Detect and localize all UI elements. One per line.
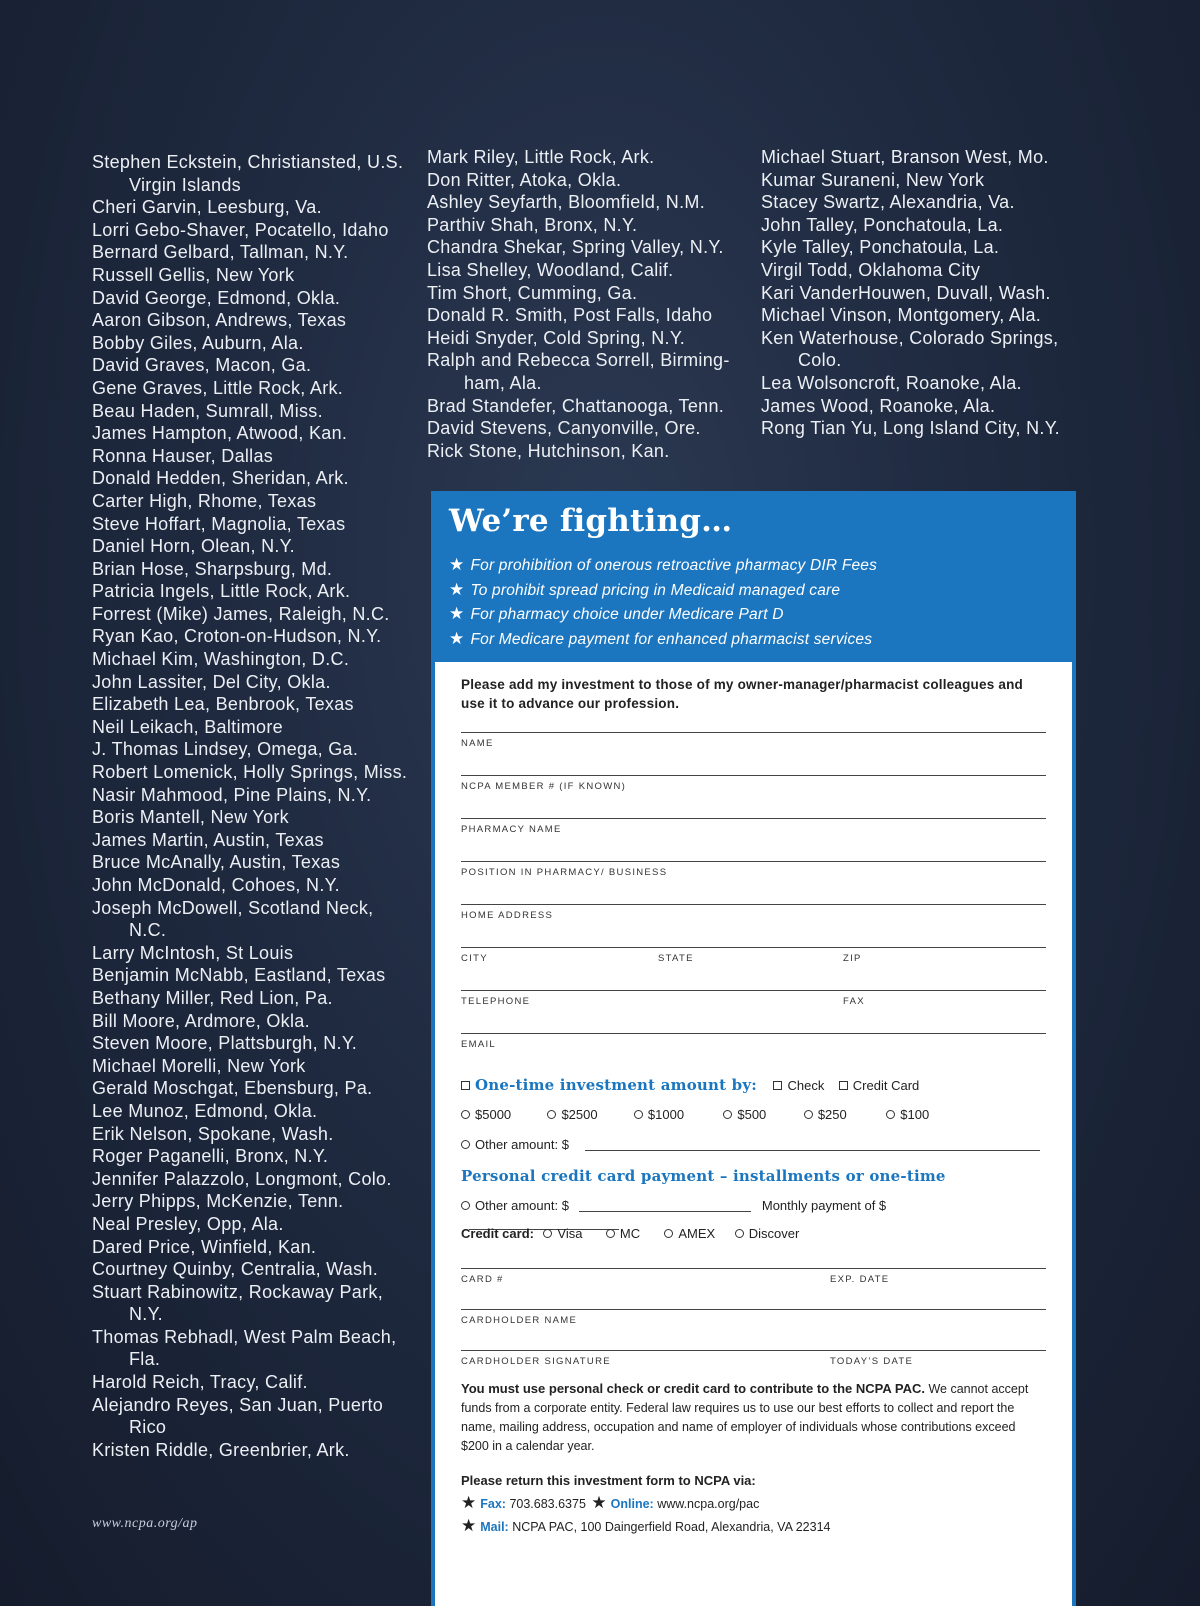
card-type-option[interactable]: Discover bbox=[735, 1226, 800, 1241]
donor-name: James Hampton, Atwood, Kan. bbox=[92, 423, 348, 444]
field-label: HOME ADDRESS bbox=[461, 910, 554, 921]
donor-name: Steve Hoffart, Magnolia, Texas bbox=[92, 513, 346, 534]
donor-name: Forrest (Mike) James, Raleigh, N.C. bbox=[92, 603, 390, 624]
fight-item: ★ To prohibit spread pricing in Medicaid managed care bbox=[449, 579, 841, 599]
amount-option[interactable]: $5000 bbox=[461, 1107, 543, 1122]
donor-name: Neal Presley, Opp, Ala. bbox=[92, 1213, 284, 1234]
amount-option[interactable]: $250 bbox=[804, 1107, 882, 1122]
fight-item: ★ For prohibition of onerous retroactive pharmacy DIR Fees bbox=[449, 555, 878, 574]
donor-name: John Lassiter, Del City, Okla. bbox=[92, 671, 331, 692]
star-icon: ★ bbox=[449, 555, 465, 574]
one-time-heading: One-time investment amount by: bbox=[475, 1076, 758, 1094]
donor-name: Erik Nelson, Spokane, Wash. bbox=[92, 1123, 334, 1144]
amount-option[interactable]: $500 bbox=[723, 1107, 799, 1122]
amount-option[interactable]: $100 bbox=[886, 1107, 929, 1122]
donor-name: Harold Reich, Tracy, Calif. bbox=[92, 1372, 308, 1393]
personal-heading: Personal credit card payment – installments or one-time bbox=[461, 1167, 946, 1185]
donor-name: Ralph and Rebecca Sorrell, Birming-ham, Ala. bbox=[427, 350, 730, 393]
fight-item: ★ For Medicare payment for enhanced pharmacist services bbox=[449, 628, 873, 648]
footer-url: www.ncpa.org/ap bbox=[92, 1516, 198, 1531]
donor-name: Lea Wolsoncroft, Roanoke, Ala. bbox=[761, 372, 1022, 393]
donor-name: Ashley Seyfarth, Bloomfield, N.M. bbox=[427, 192, 706, 213]
donor-name: Kristen Riddle, Greenbrier, Ark. bbox=[92, 1439, 350, 1460]
star-icon: ★ bbox=[591, 1493, 607, 1512]
donor-name: Larry McIntosh, St Louis bbox=[92, 942, 294, 963]
donor-name: Mark Riley, Little Rock, Ark. bbox=[427, 147, 655, 167]
star-icon: ★ bbox=[449, 628, 465, 648]
donor-name: Rong Tian Yu, Long Island City, N.Y. bbox=[761, 418, 1060, 439]
fax-online-line: ★ Fax: 703.683.6375 ★ Online: www.ncpa.org/pac bbox=[461, 1493, 760, 1512]
donor-name: Boris Mantell, New York bbox=[92, 807, 289, 828]
credit-card-label: Credit card: bbox=[461, 1226, 534, 1241]
return-heading: Please return this investment form to NCPA via: bbox=[461, 1473, 756, 1488]
card-number-label: CARD # bbox=[461, 1274, 504, 1285]
position-field[interactable] bbox=[461, 861, 1046, 904]
check-option[interactable]: Check bbox=[773, 1078, 824, 1093]
amount-options bbox=[461, 1106, 1046, 1124]
donor-name: Rick Stone, Hutchinson, Kan. bbox=[427, 440, 670, 461]
city-label: CITY bbox=[461, 953, 488, 964]
field-label: POSITION IN PHARMACY/ BUSINESS bbox=[461, 867, 668, 878]
donor-name: Bobby Giles, Auburn, Ala. bbox=[92, 332, 304, 353]
field-label: CARDHOLDER NAME bbox=[461, 1315, 578, 1326]
exp-date-label: EXP. DATE bbox=[830, 1274, 890, 1285]
credit-card-option[interactable]: Credit Card bbox=[839, 1078, 919, 1093]
donor-name: Thomas Rebhadl, West Palm Beach, Fla. bbox=[92, 1326, 397, 1370]
donor-name: Carter High, Rhome, Texas bbox=[92, 490, 317, 511]
field-label: NAME bbox=[461, 738, 494, 749]
donor-name: Michael Stuart, Branson West, Mo. bbox=[761, 147, 1049, 167]
cardholder-signature-field[interactable] bbox=[461, 1350, 1046, 1378]
donor-name: Lorri Gebo-Shaver, Pocatello, Idaho bbox=[92, 219, 389, 240]
card-number-field[interactable] bbox=[461, 1268, 1046, 1309]
donor-name: David Graves, Macon, Ga. bbox=[92, 355, 312, 376]
donor-name: Steven Moore, Plattsburgh, N.Y. bbox=[92, 1033, 358, 1054]
donor-name: Stephen Eckstein, Christiansted, U.S. Virgin Islands bbox=[92, 152, 404, 195]
card-type-option[interactable]: AMEX bbox=[664, 1226, 730, 1241]
signature-label: CARDHOLDER SIGNATURE bbox=[461, 1356, 611, 1367]
donor-name: Ronna Hauser, Dallas bbox=[92, 445, 274, 466]
donor-column-3 bbox=[761, 146, 1091, 440]
cardholder-name-field[interactable] bbox=[461, 1309, 1046, 1350]
donor-name: Lee Munoz, Edmond, Okla. bbox=[92, 1100, 318, 1121]
donor-name: Kari VanderHouwen, Duvall, Wash. bbox=[761, 282, 1051, 303]
donor-name: Virgil Todd, Oklahoma City bbox=[761, 259, 981, 280]
mail-line: ★ Mail: NCPA PAC, 100 Daingerfield Road, Alexandria, VA 22314 bbox=[461, 1516, 831, 1535]
fax-label: FAX bbox=[843, 996, 865, 1007]
other-amount-row bbox=[461, 1136, 1046, 1154]
donor-name: James Wood, Roanoke, Ala. bbox=[761, 395, 996, 416]
donor-name: Benjamin McNabb, Eastland, Texas bbox=[92, 965, 386, 986]
name-field[interactable] bbox=[461, 732, 1046, 775]
donor-name: Stuart Rabinowitz, Rockaway Park, N.Y. bbox=[92, 1281, 384, 1325]
home-address-field[interactable] bbox=[461, 904, 1046, 947]
donor-name: Kyle Talley, Ponchatoula, La. bbox=[761, 237, 1000, 258]
investment-form bbox=[435, 662, 1072, 1606]
telephone-label: TELEPHONE bbox=[461, 996, 531, 1007]
donor-name: Joseph McDowell, Scotland Neck, N.C. bbox=[92, 897, 374, 941]
donor-name: Brad Standefer, Chattanooga, Tenn. bbox=[427, 395, 725, 416]
donor-name: Kumar Suraneni, New York bbox=[761, 169, 985, 190]
donor-name: Roger Paganelli, Bronx, N.Y. bbox=[92, 1146, 329, 1167]
donor-name: Ken Waterhouse, Colorado Springs, Colo. bbox=[761, 327, 1059, 371]
card-type-row bbox=[461, 1225, 1046, 1243]
monthly-label: Monthly payment of $ bbox=[761, 1198, 887, 1213]
donor-name: Bill Moore, Ardmore, Okla. bbox=[92, 1010, 310, 1031]
field-label: EMAIL bbox=[461, 1039, 497, 1050]
donor-name: Stacey Swartz, Alexandria, Va. bbox=[761, 192, 1015, 213]
other-amount-input[interactable] bbox=[585, 1139, 1040, 1151]
donor-name: Alejandro Reyes, San Juan, Puerto Rico bbox=[92, 1394, 384, 1438]
donor-name: Michael Kim, Washington, D.C. bbox=[92, 649, 350, 670]
donor-name: Courtney Quinby, Centralia, Wash. bbox=[92, 1259, 379, 1280]
donor-name: Bethany Miller, Red Lion, Pa. bbox=[92, 987, 333, 1008]
donor-name: Jerry Phipps, McKenzie, Tenn. bbox=[92, 1191, 344, 1212]
donor-name: Aaron Gibson, Andrews, Texas bbox=[92, 310, 347, 331]
donor-name: Bruce McAnally, Austin, Texas bbox=[92, 852, 341, 873]
donor-name: Donald Hedden, Sheridan, Ark. bbox=[92, 468, 349, 489]
other-amount-input[interactable] bbox=[579, 1200, 751, 1212]
field-label: NCPA MEMBER # (IF KNOWN) bbox=[461, 781, 627, 792]
online-link[interactable]: www.ncpa.org/pac bbox=[657, 1497, 760, 1511]
donor-name: Don Ritter, Atoka, Okla. bbox=[427, 169, 622, 190]
donor-name: Gerald Moschgat, Ebensburg, Pa. bbox=[92, 1078, 373, 1099]
donor-name: Parthiv Shah, Bronx, N.Y. bbox=[427, 214, 638, 235]
one-time-row bbox=[461, 1076, 1046, 1095]
other-amount-option[interactable]: Other amount: $ bbox=[461, 1198, 569, 1213]
amount-option[interactable]: $2500 bbox=[547, 1107, 629, 1122]
donor-name: Daniel Horn, Olean, N.Y. bbox=[92, 536, 295, 557]
donor-name: Michael Vinson, Montgomery, Ala. bbox=[761, 305, 1042, 326]
donor-name: Jennifer Palazzolo, Longmont, Colo. bbox=[92, 1168, 392, 1189]
card-type-option[interactable]: MC bbox=[606, 1226, 660, 1241]
star-icon: ★ bbox=[461, 1516, 477, 1535]
donor-name: Ryan Kao, Croton-on-Hudson, N.Y. bbox=[92, 626, 382, 647]
one-time-checkbox[interactable] bbox=[461, 1081, 470, 1090]
fight-item: ★ For pharmacy choice under Medicare Part D bbox=[449, 604, 784, 623]
other-amount-option[interactable]: Other amount: $ bbox=[461, 1137, 569, 1152]
donor-name: David Stevens, Canyonville, Ore. bbox=[427, 418, 701, 439]
donor-name: Robert Lomenick, Holly Springs, Miss. bbox=[92, 762, 408, 783]
donor-name: Patricia Ingels, Little Rock, Ark. bbox=[92, 581, 351, 602]
donor-name: Neil Leikach, Baltimore bbox=[92, 716, 283, 737]
donor-name: Lisa Shelley, Woodland, Calif. bbox=[427, 259, 674, 280]
card-type-option[interactable]: Visa bbox=[543, 1226, 601, 1241]
zip-label: ZIP bbox=[843, 953, 862, 964]
donor-name: Russell Gellis, New York bbox=[92, 264, 295, 285]
field-label: PHARMACY NAME bbox=[461, 824, 562, 835]
state-label: STATE bbox=[658, 953, 694, 964]
donor-name: Nasir Mahmood, Pine Plains, N.Y. bbox=[92, 784, 372, 805]
donor-name: Chandra Shekar, Spring Valley, N.Y. bbox=[427, 237, 724, 258]
telephone-fax-field[interactable] bbox=[461, 990, 1046, 1033]
contribution-notice: You must use personal check or credit card to contribute to the NCPA PAC. We cannot accept funds from a corporate entity. Federal law requires us to use our best efforts to collect and report the name, mailing address, occupation and name of employer of individuals whose contributions exceed $200 in a calendar year. bbox=[461, 1381, 1029, 1453]
panel-header bbox=[431, 491, 1076, 661]
donor-name: J. Thomas Lindsey, Omega, Ga. bbox=[92, 739, 359, 760]
email-field[interactable] bbox=[461, 1033, 1046, 1059]
pharmacy-name-field[interactable] bbox=[461, 818, 1046, 861]
donor-name: Elizabeth Lea, Benbrook, Texas bbox=[92, 694, 354, 715]
donor-name: Beau Haden, Sumrall, Miss. bbox=[92, 400, 323, 421]
return-instructions bbox=[461, 1470, 1046, 1538]
donor-name: Dared Price, Winfield, Kan. bbox=[92, 1236, 317, 1257]
form-intro: Please add my investment to those of my owner-manager/pharmacist colleagues and use it to advance our profession. bbox=[461, 677, 1023, 711]
donor-name: Michael Morelli, New York bbox=[92, 1055, 306, 1076]
donor-name: Cheri Garvin, Leesburg, Va. bbox=[92, 197, 322, 218]
donor-name: John Talley, Ponchatoula, La. bbox=[761, 214, 1004, 235]
star-icon: ★ bbox=[449, 604, 465, 623]
donor-name: David George, Edmond, Okla. bbox=[92, 287, 341, 308]
investment-panel bbox=[431, 491, 1076, 1606]
city-state-zip-field[interactable] bbox=[461, 947, 1046, 990]
amount-option[interactable]: $1000 bbox=[634, 1107, 719, 1122]
star-icon: ★ bbox=[449, 579, 465, 599]
donor-column-1 bbox=[92, 151, 412, 1461]
donor-name: Tim Short, Cumming, Ga. bbox=[427, 282, 638, 303]
member-number-field[interactable] bbox=[461, 775, 1046, 818]
donor-column-2 bbox=[427, 146, 747, 462]
star-icon: ★ bbox=[461, 1493, 477, 1512]
donor-name: James Martin, Austin, Texas bbox=[92, 829, 324, 850]
donor-name: Brian Hose, Sharpsburg, Md. bbox=[92, 558, 333, 579]
donor-name: Gene Graves, Little Rock, Ark. bbox=[92, 377, 344, 398]
panel-title: We’re fighting… bbox=[449, 503, 733, 539]
donor-name: Donald R. Smith, Post Falls, Idaho bbox=[427, 305, 713, 326]
donor-name: Bernard Gelbard, Tallman, N.Y. bbox=[92, 242, 349, 263]
donor-name: John McDonald, Cohoes, N.Y. bbox=[92, 875, 340, 895]
donor-name: Heidi Snyder, Cold Spring, N.Y. bbox=[427, 327, 686, 348]
today-date-label: TODAY’S DATE bbox=[830, 1356, 914, 1367]
